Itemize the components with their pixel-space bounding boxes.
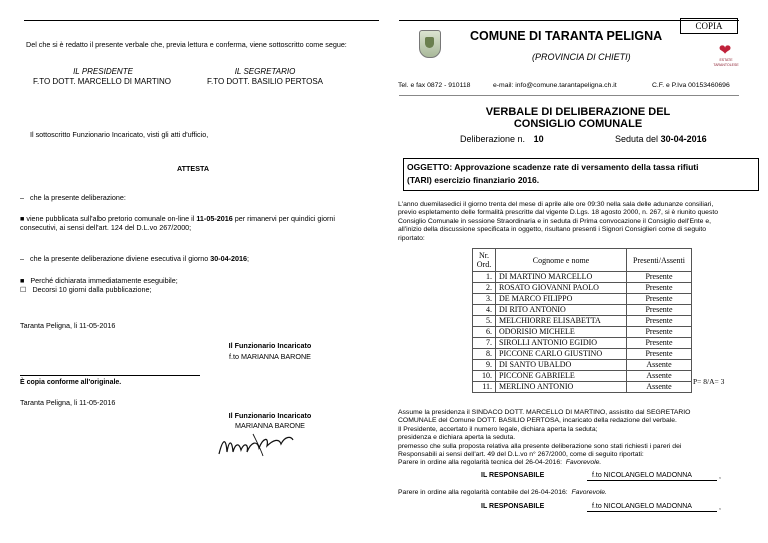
responsabile-label-1: IL RESPONSABILE <box>481 472 545 479</box>
intro-p4: all'inizio della discussione specificata in oggetto, risultano presenti i Signori Consiglieri come di seguito <box>398 226 707 234</box>
member-status: Presente <box>627 294 692 305</box>
assume-4: presidenza e dichiara aperta la seduta. <box>398 434 516 442</box>
resp-comma-2: , <box>719 504 721 511</box>
member-status: Presente <box>627 316 692 327</box>
member-name: PICCONE GABRIELE <box>496 371 627 382</box>
intro-paragraph <box>398 201 760 243</box>
member-name: DI RITO ANTONIO <box>496 305 627 316</box>
presidente-title: IL PRESIDENTE <box>73 67 133 76</box>
resp-rule-1 <box>587 480 717 481</box>
option-immediata: ■ Perché dichiarata immediatamente eseguibile; <box>20 276 178 285</box>
member-name: DE MARCO FILIPPO <box>496 294 627 305</box>
assume-1: Assume la presidenza il SINDACO DOTT. MARCELLO DI MARTINO, assistito dal SEGRETARIO <box>398 409 691 416</box>
parere-contabile-pre: Parere in ordine alla regolarità contabile del 26-04-2016: <box>398 489 568 496</box>
table-row <box>473 283 692 294</box>
signature-image <box>217 432 295 458</box>
esecutiva-pre: che la presente deliberazione diviene esecutiva il giorno <box>30 254 209 263</box>
responsabile-name-1: f.to NICOLANGELO MADONNA <box>592 472 692 479</box>
opt2-text: Decorsi 10 giorni dalla pubblicazione; <box>32 285 152 294</box>
responsabile-label-2: IL RESPONSABILE <box>481 503 545 510</box>
intro-p1: L'anno duemilasedici il giorno trenta del mese di aprile alle ore 09:30 nella sala delle adunanze consiliari, <box>398 201 714 208</box>
presidente-name: F.TO DOTT. MARCELLO DI MARTINO <box>33 77 171 86</box>
oggetto-text1: Approvazione scadenze rate di versamento della tassa rifiuti <box>454 162 699 172</box>
attendance-summary: P= 8/A= 3 <box>693 377 725 386</box>
member-status: Presente <box>627 327 692 338</box>
delib-label: Deliberazione n. <box>460 134 526 144</box>
member-status: Presente <box>627 338 692 349</box>
partita-iva: C.F. e P.Iva 00153460696 <box>652 82 730 89</box>
parere-contabile <box>398 488 607 497</box>
municipal-crest-icon <box>419 30 441 58</box>
option-decorsi: ☐ Decorsi 10 giorni dalla pubblicazione; <box>20 285 152 294</box>
copia-stamp: COPIA <box>680 18 738 34</box>
member-name: ROSATO GIOVANNI PAOLO <box>496 283 627 294</box>
top-rule-left <box>24 20 379 21</box>
member-name: SIROLLI ANTONIO EGIDIO <box>496 338 627 349</box>
comune-name: COMUNE DI TARANTA PELIGNA <box>470 29 663 43</box>
member-number: 4. <box>473 305 496 316</box>
deliberazione <box>460 134 544 145</box>
logo-text: ESTATE TARANTOLESE <box>713 58 739 67</box>
funzionario-name-1: f.to MARIANNA BARONE <box>229 352 311 361</box>
provincia: (PROVINCIA DI CHIETI) <box>532 52 631 62</box>
intro-p5: riportato: <box>398 234 425 242</box>
member-number: 7. <box>473 338 496 349</box>
attendance-table <box>472 248 692 393</box>
parere-tecnica <box>398 459 763 467</box>
esecutiva-para: – che la presente deliberazione diviene esecutiva il giorno 30-04-2016; <box>20 254 249 263</box>
pubblicata-pre: viene pubblicata sull'albo pretorio comunale on-line il <box>26 214 195 223</box>
heart-icon: ❤ <box>718 42 732 59</box>
table-row <box>473 327 692 338</box>
table-row <box>473 382 692 393</box>
oggetto-label: OGGETTO: <box>407 162 453 172</box>
place-date-2: Taranta Peligna, li 11-05-2016 <box>20 398 116 407</box>
place-date-1: Taranta Peligna, li 11-05-2016 <box>20 321 116 330</box>
assume-6: Responsabili ai sensi dell'art. 49 del D.L.vo n° 267/2000, come di seguito riportati: <box>398 451 644 459</box>
pubblicata-date: 11-05-2016 <box>196 214 233 223</box>
assume-5: premesso che sulla proposta relativa alla presente deliberazione sono stati richiesti i pareri dei <box>398 442 682 450</box>
member-status: Presente <box>627 272 692 283</box>
seduta-label: Seduta del <box>615 134 659 144</box>
estate-tarantolese-logo <box>710 42 742 67</box>
header-rule-right <box>399 95 739 96</box>
delib-number: 10 <box>533 134 544 144</box>
member-name: PICCONE CARLO GIUSTINO <box>496 349 627 360</box>
assume-3: Il Presidente, accertato il numero legale, dichiara aperta la seduta; <box>398 425 598 433</box>
member-number: 11. <box>473 382 496 393</box>
resp-rule-2 <box>587 511 717 512</box>
intro-p3: Consiglio Comunale in sessione Straordinaria e in seduta di Prima convocazione il Consiglio dell'Ente e, <box>398 217 711 225</box>
opt1-text: Perché dichiarata immediatamente eseguibile; <box>30 276 178 285</box>
funzionario-intro: Il sottoscritto Funzionario Incaricato, visti gli atti d'ufficio, <box>30 130 209 139</box>
member-name: ODORISIO MICHELE <box>496 327 627 338</box>
seduta <box>615 134 707 145</box>
table-row <box>473 316 692 327</box>
tel-fax: Tel. e fax 0872 - 910118 <box>398 82 471 89</box>
oggetto-box <box>403 158 759 191</box>
table-row <box>473 294 692 305</box>
segretario-name: F.TO DOTT. BASILIO PERTOSA <box>206 77 324 86</box>
table-header-row <box>473 249 692 272</box>
table-row <box>473 338 692 349</box>
member-number: 8. <box>473 349 496 360</box>
col-status: Presenti/Assenti <box>627 249 692 272</box>
intro-text: Del che si è redatto il presente verbale che, previa lettura e conferma, viene sottoscritto come segue: <box>26 40 347 49</box>
member-status: Assente <box>627 360 692 371</box>
attesta-heading: ATTESTA <box>177 164 210 173</box>
table-row <box>473 305 692 316</box>
copia-rule <box>20 375 200 376</box>
funzionario-title-2: Il Funzionario Incaricato <box>228 411 312 420</box>
funzionario-name-2: MARIANNA BARONE <box>235 421 305 430</box>
funzionario-title-1: Il Funzionario Incaricato <box>228 341 312 350</box>
oggetto-text2: (TARI) esercizio finanziario 2016. <box>407 175 540 185</box>
member-status: Presente <box>627 349 692 360</box>
member-number: 9. <box>473 360 496 371</box>
table-row <box>473 272 692 283</box>
seduta-date: 30-04-2016 <box>660 134 707 144</box>
email: e-mail: info@comune.tarantapeligna.ch.it <box>493 82 617 89</box>
col-name: Cognome e nome <box>496 249 627 272</box>
member-status: Assente <box>627 382 692 393</box>
title-line2: CONSIGLIO COMUNALE <box>513 118 643 130</box>
member-status: Presente <box>627 283 692 294</box>
member-number: 3. <box>473 294 496 305</box>
table-row <box>473 349 692 360</box>
assume-paragraph <box>398 409 763 468</box>
esecutiva-post: ; <box>246 254 249 263</box>
title-line1: VERBALE DI DELIBERAZIONE DEL <box>485 106 671 118</box>
member-number: 10. <box>473 371 496 382</box>
table-row <box>473 371 692 382</box>
table-row <box>473 360 692 371</box>
oggetto-line1 <box>407 162 757 173</box>
resp-comma-1: , <box>719 473 721 480</box>
parere-contabile-val: Favorevole. <box>571 489 607 496</box>
che-delib: – che la presente deliberazione: <box>20 193 126 202</box>
pubblicata-post: per rimanervi per quindici giorni consecutivi, ai sensi dell'art. 124 del D.L.vo 267/2000; <box>20 214 335 232</box>
responsabile-name-2: f.to NICOLANGELO MADONNA <box>592 503 692 510</box>
member-number: 5. <box>473 316 496 327</box>
che-delib-text: che la presente deliberazione: <box>30 193 126 202</box>
member-status: Presente <box>627 305 692 316</box>
member-number: 2. <box>473 283 496 294</box>
col-nr: Nr. Ord. <box>473 249 496 272</box>
member-number: 6. <box>473 327 496 338</box>
segretario-title: IL SEGRETARIO <box>234 67 296 76</box>
member-status: Assente <box>627 371 692 382</box>
esecutiva-date: 30-04-2016 <box>210 254 247 263</box>
member-name: DI MARTINO MARCELLO <box>496 272 627 283</box>
member-name: MERLINO ANTONIO <box>496 382 627 393</box>
pubblicazione-para: ■ viene pubblicata sull'albo pretorio comunale on-line il 11-05-2016 per rimanervi per quindici giorni consecutivi, ai sensi dell'art. 124 del D.L.vo 267/2000; <box>20 214 335 232</box>
intro-p2: previo espletamento delle formalità prescritte dal vigente D.Lgs. 18 agosto 2000, n. 267, si è riunito questo <box>398 209 719 217</box>
member-name: MELCHIORRE ELISABETTA <box>496 316 627 327</box>
assume-2: COMUNALE del Comune DOTT. BASILIO PERTOSA, incaricato della redazione del verbale. <box>398 417 677 425</box>
copia-conforme: È copia conforme all'originale. <box>20 379 122 386</box>
parere-tecnica-pre: Parere in ordine alla regolarità tecnica del 26-04-2016: <box>398 459 562 467</box>
member-number: 1. <box>473 272 496 283</box>
member-name: DI SANTO UBALDO <box>496 360 627 371</box>
parere-tecnica-val: Favorevole. <box>565 459 602 467</box>
